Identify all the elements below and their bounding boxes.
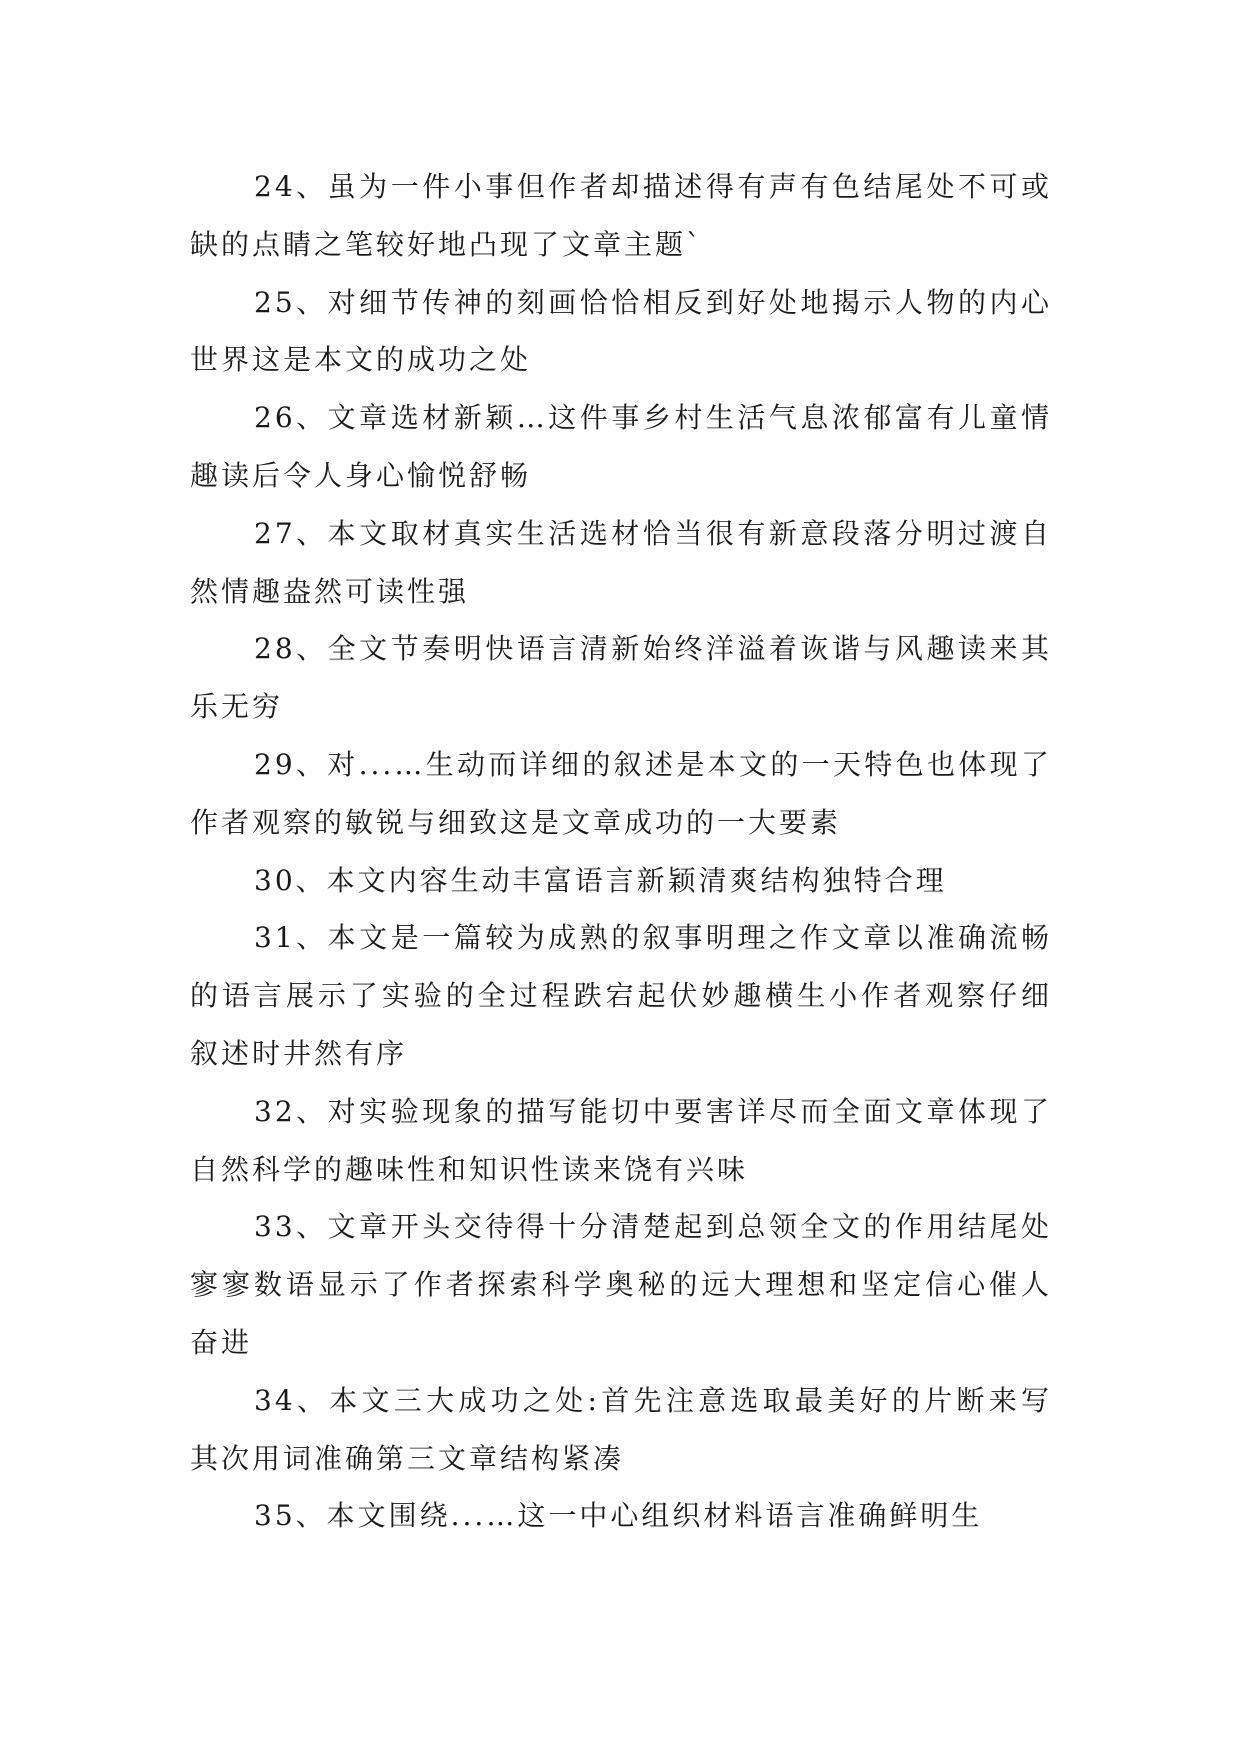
paragraph-28: 28、全文节奏明快语言清新始终洋溢着诙谐与风趣读来其乐无穷: [190, 632, 1052, 724]
paragraph-24: 24、虽为一件小事但作者却描述得有声有色结尾处不可或缺的点睛之笔较好地凸现了文章主题`: [190, 170, 1052, 261]
paragraph-32: 32、对实验现象的描写能切中要害详尽而全面文章体现了自然科学的趣味性和知识性读来饶有兴味: [190, 1094, 1052, 1186]
paragraph-33: 33、文章开头交待得十分清楚起到总领全文的作用结尾处寥寥数语显示了作者探索科学奥秘的远大理想和坚定信心催人奋进: [190, 1210, 1052, 1359]
paragraph-30: 30、本文内容生动丰富语言新颖清爽结构独特合理: [254, 863, 947, 897]
paragraph-34: 34、本文三大成功之处:首先注意选取最美好的片断来写其次用词准确第三文章结构紧凑: [190, 1383, 1052, 1475]
paragraph-26: 26、文章选材新颖…这件事乡村生活气息浓郁富有儿童情趣读后令人身心愉悦舒畅: [190, 401, 1052, 492]
paragraph-27: 27、本文取材真实生活选材恰当很有新意段落分明过渡自然情趣盎然可读性强: [190, 516, 1052, 608]
paragraph-29: 29、对...…生动而详细的叙述是本文的一天特色也体现了作者观察的敏锐与细致这是文章成功的一大要素: [190, 747, 1052, 839]
paragraph-31: 31、本文是一篇较为成熟的叙事明理之作文章以准确流畅的语言展示了实验的全过程跌宕起伏妙趣横生小作者观察仔细叙述时井然有序: [190, 921, 1052, 1070]
document-page: [190, 158, 1052, 1545]
paragraph-35: 35、本文围绕...…这一中心组织材料语言准确鲜明生: [254, 1499, 983, 1533]
paragraph-25: 25、对细节传神的刻画恰恰相反到好处地揭示人物的内心世界这是本文的成功之处: [190, 285, 1052, 377]
